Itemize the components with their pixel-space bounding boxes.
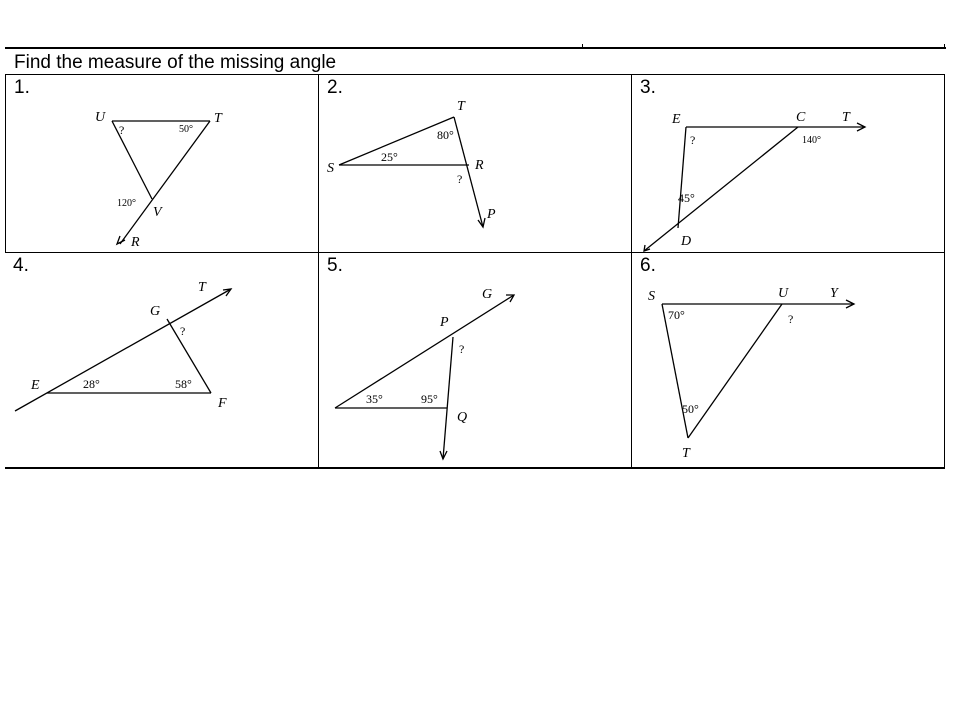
angle-label-S: 70° bbox=[668, 308, 685, 322]
angle-label-E: 28° bbox=[83, 377, 100, 391]
problem-3-figure bbox=[632, 75, 945, 252]
top-rule-tick bbox=[582, 44, 583, 49]
point-label-Q: Q bbox=[457, 410, 468, 425]
ray-PQ bbox=[443, 337, 453, 459]
point-label-G: G bbox=[482, 287, 493, 302]
point-label-T: T bbox=[198, 280, 206, 295]
angle-label-T: 80° bbox=[437, 128, 454, 142]
point-label-F: F bbox=[218, 396, 227, 411]
problem-number: 3. bbox=[640, 77, 656, 98]
point-label-R: R bbox=[475, 158, 484, 173]
ray-TR bbox=[120, 121, 210, 244]
angle-label-E: ? bbox=[690, 133, 696, 147]
angle-label-U: ? bbox=[119, 123, 125, 137]
top-rule-tick bbox=[944, 44, 945, 49]
angle-label-Q: 95° bbox=[421, 392, 438, 406]
point-label-D: D bbox=[681, 234, 692, 249]
problem-3-cell bbox=[632, 75, 945, 253]
segment-ST bbox=[662, 304, 688, 438]
segment-UV bbox=[112, 121, 152, 199]
angle-label-left: 35° bbox=[366, 392, 383, 406]
problem-number: 1. bbox=[14, 77, 30, 98]
angle-label-V-exterior: 120° bbox=[117, 198, 136, 209]
problem-number: 5. bbox=[327, 255, 343, 276]
point-label-T: T bbox=[842, 110, 850, 125]
point-label-R: R bbox=[131, 235, 140, 250]
point-label-T: T bbox=[214, 111, 222, 126]
point-label-Y: Y bbox=[830, 286, 838, 301]
point-label-E: E bbox=[31, 378, 40, 393]
worksheet-heading: Find the measure of the missing angle bbox=[14, 52, 337, 73]
problem-1-cell bbox=[5, 75, 319, 253]
problem-number: 6. bbox=[640, 255, 656, 276]
point-label-S: S bbox=[327, 161, 334, 176]
angle-label-G-exterior: ? bbox=[180, 324, 186, 338]
angle-label-S: 25° bbox=[381, 150, 398, 164]
point-label-V: V bbox=[153, 205, 162, 220]
segment-ED bbox=[678, 127, 686, 228]
point-label-G: G bbox=[150, 304, 161, 319]
problem-6-cell bbox=[632, 253, 945, 467]
angle-label-T: 50° bbox=[682, 402, 699, 416]
point-label-E: E bbox=[672, 112, 681, 127]
problem-5-figure bbox=[319, 253, 632, 466]
angle-label-P-exterior: ? bbox=[459, 342, 465, 356]
angle-label-R-exterior: ? bbox=[457, 172, 463, 186]
ray-arrowhead bbox=[506, 295, 514, 302]
angle-label-T: 50° bbox=[179, 124, 193, 135]
point-label-T: T bbox=[682, 446, 690, 461]
problem-6-figure bbox=[632, 253, 945, 466]
problem-2-cell bbox=[319, 75, 632, 253]
point-label-U: U bbox=[778, 286, 789, 301]
point-label-U: U bbox=[95, 110, 106, 125]
point-label-T: T bbox=[457, 99, 465, 114]
problem-1-figure bbox=[6, 75, 319, 252]
top-rule bbox=[5, 47, 946, 49]
problem-4-figure bbox=[5, 253, 318, 466]
problem-5-cell bbox=[319, 253, 632, 467]
problem-2-figure bbox=[319, 75, 632, 252]
point-label-P: P bbox=[487, 207, 496, 222]
angle-label-F: 58° bbox=[175, 377, 192, 391]
point-label-C: C bbox=[796, 110, 806, 125]
problem-4-cell bbox=[5, 253, 319, 467]
segment-UT bbox=[688, 304, 782, 438]
problem-number: 2. bbox=[327, 77, 343, 98]
point-label-P: P bbox=[440, 315, 449, 330]
problem-number: 4. bbox=[13, 255, 29, 276]
problem-grid bbox=[5, 74, 945, 469]
ray-CD bbox=[644, 127, 798, 251]
angle-label-D: 45° bbox=[678, 191, 695, 205]
angle-label-U-exterior: ? bbox=[788, 312, 794, 326]
angle-label-C-exterior: 140° bbox=[802, 135, 821, 146]
point-label-S: S bbox=[648, 289, 655, 304]
